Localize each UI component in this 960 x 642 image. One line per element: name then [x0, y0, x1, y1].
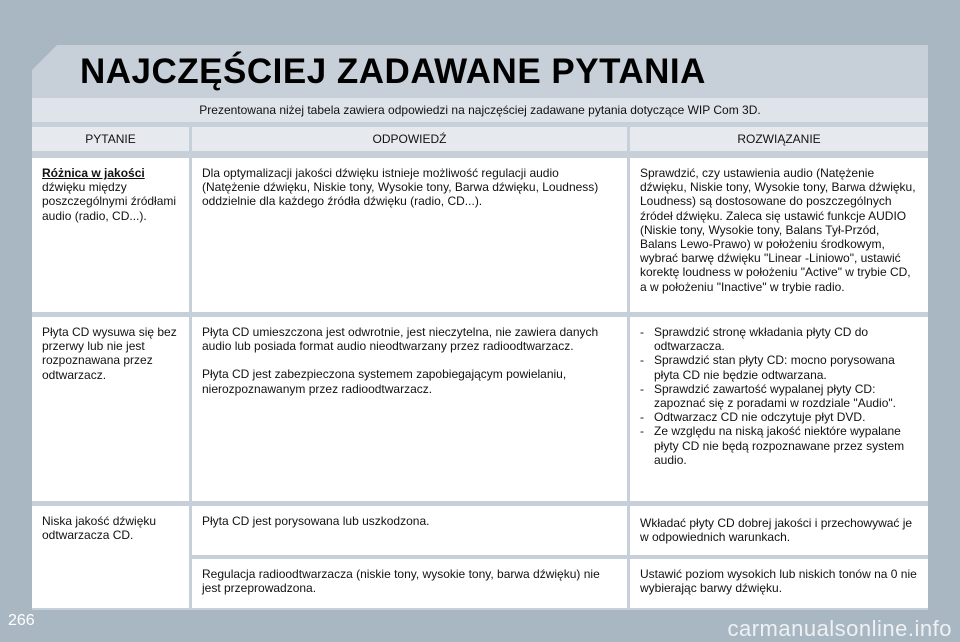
row1-question-bold: Różnica w jakości [42, 166, 145, 180]
row2-answer-p1: Płyta CD umieszczona jest odwrotnie, jest nieczytelna, nie zawiera danych audio lub posiada format audio nieodtwarzany przez radioodtwarzacz. [202, 325, 599, 354]
row1-answer-text: Dla optymalizacji jakości dźwięku istnieje możliwość regulacji audio (Natężenie dźwięku, Niskie tony, Wysokie tony, Barwa dźwięku, Loudness) oddzielnie dla każdego źródła dźwięku (radio, CD...). [202, 166, 599, 209]
row1-question-text: dźwięku między poszczególnymi źródłami audio (radio, CD...). [42, 180, 177, 223]
row2-solution-list [640, 325, 918, 467]
row2-solution [630, 317, 928, 501]
row1-answer [192, 158, 627, 312]
row3-solution-b [630, 559, 928, 608]
subtitle-bar [32, 98, 928, 122]
watermark: carmanualsonline.info [727, 616, 952, 641]
row3-solution-a [630, 506, 928, 555]
row3-solution-a-text: Wkładać płyty CD dobrej jakości i przechowywać je w odpowiednich warunkach. [640, 516, 913, 545]
row3-answer-a [192, 506, 627, 555]
list-item: - Sprawdzić stan płyty CD: mocno porysowana płyta CD nie będzie odtwarzana. [640, 353, 918, 381]
row3-answer-b [192, 559, 627, 608]
header-question: PYTANIE [32, 127, 189, 151]
row2-question-text: Płyta CD wysuwa się bez przerwy lub nie jest rozpoznawana przez odtwarzacz. [42, 325, 177, 382]
subtitle: Prezentowana niżej tabela zawiera odpowiedzi na najczęściej zadawane pytania dotyczące WIP Com 3D. [199, 103, 761, 117]
row2-question [32, 317, 189, 501]
header-answer: ODPOWIEDŹ [192, 127, 627, 151]
row1-question [32, 158, 189, 312]
row2-answer [192, 317, 627, 501]
row3-question-text: Niska jakość dźwięku odtwarzacza CD. [42, 514, 157, 543]
page-number: 266 [8, 612, 35, 629]
row2-answer-p2: Płyta CD jest zabezpieczona systemem zapobiegającym powielaniu, nierozpoznawanym przez radioodtwarzacz. [202, 367, 567, 396]
list-item: - Sprawdzić stronę wkładania płyty CD do odtwarzacza. [640, 325, 918, 353]
row3-solution-b-text: Ustawić poziom wysokich lub niskich tonów na 0 nie wybierając barwy dźwięku. [640, 567, 917, 596]
list-item: - Ze względu na niską jakość niektóre wypalane płyty CD nie będą rozpoznawane przez system audio. [640, 424, 918, 467]
row1-solution-text: Sprawdzić, czy ustawienia audio (Natężenie dźwięku, Niskie tony, Wysokie tony, Barwa dźwięku, Loudness) są dostosowane do poszczególnych źródeł dźwięku. Zaleca się ustawić funkcje AUDIO (Niskie tony, Wysokie tony, Balans Tył-Przód, Balans Lewo-Prawo) w położeniu środkowym, wybrać barwę dźwięku "Linear -Liniowo", ustawić korektę loudness w położeniu "Active" w trybie CD, a w położeniu "Inactive" w trybie radio. [640, 166, 916, 294]
page-title: NAJCZĘŚCIEJ ZADAWANE PYTANIA [80, 52, 706, 91]
row3-question [32, 506, 189, 608]
list-item: - Odtwarzacz CD nie odczytuje płyt DVD. [640, 410, 918, 424]
header-solution: ROZWIĄZANIE [630, 127, 928, 151]
row1-solution [630, 158, 928, 312]
row3-answer-a-text: Płyta CD jest porysowana lub uszkodzona. [202, 514, 430, 528]
row3-answer-b-text: Regulacja radioodtwarzacza (niskie tony, wysokie tony, barwa dźwięku) nie jest przeprowadzona. [202, 567, 600, 596]
list-item: - Sprawdzić zawartość wypalanej płyty CD: zapoznać się z poradami w rozdziale "Audio". [640, 382, 918, 410]
